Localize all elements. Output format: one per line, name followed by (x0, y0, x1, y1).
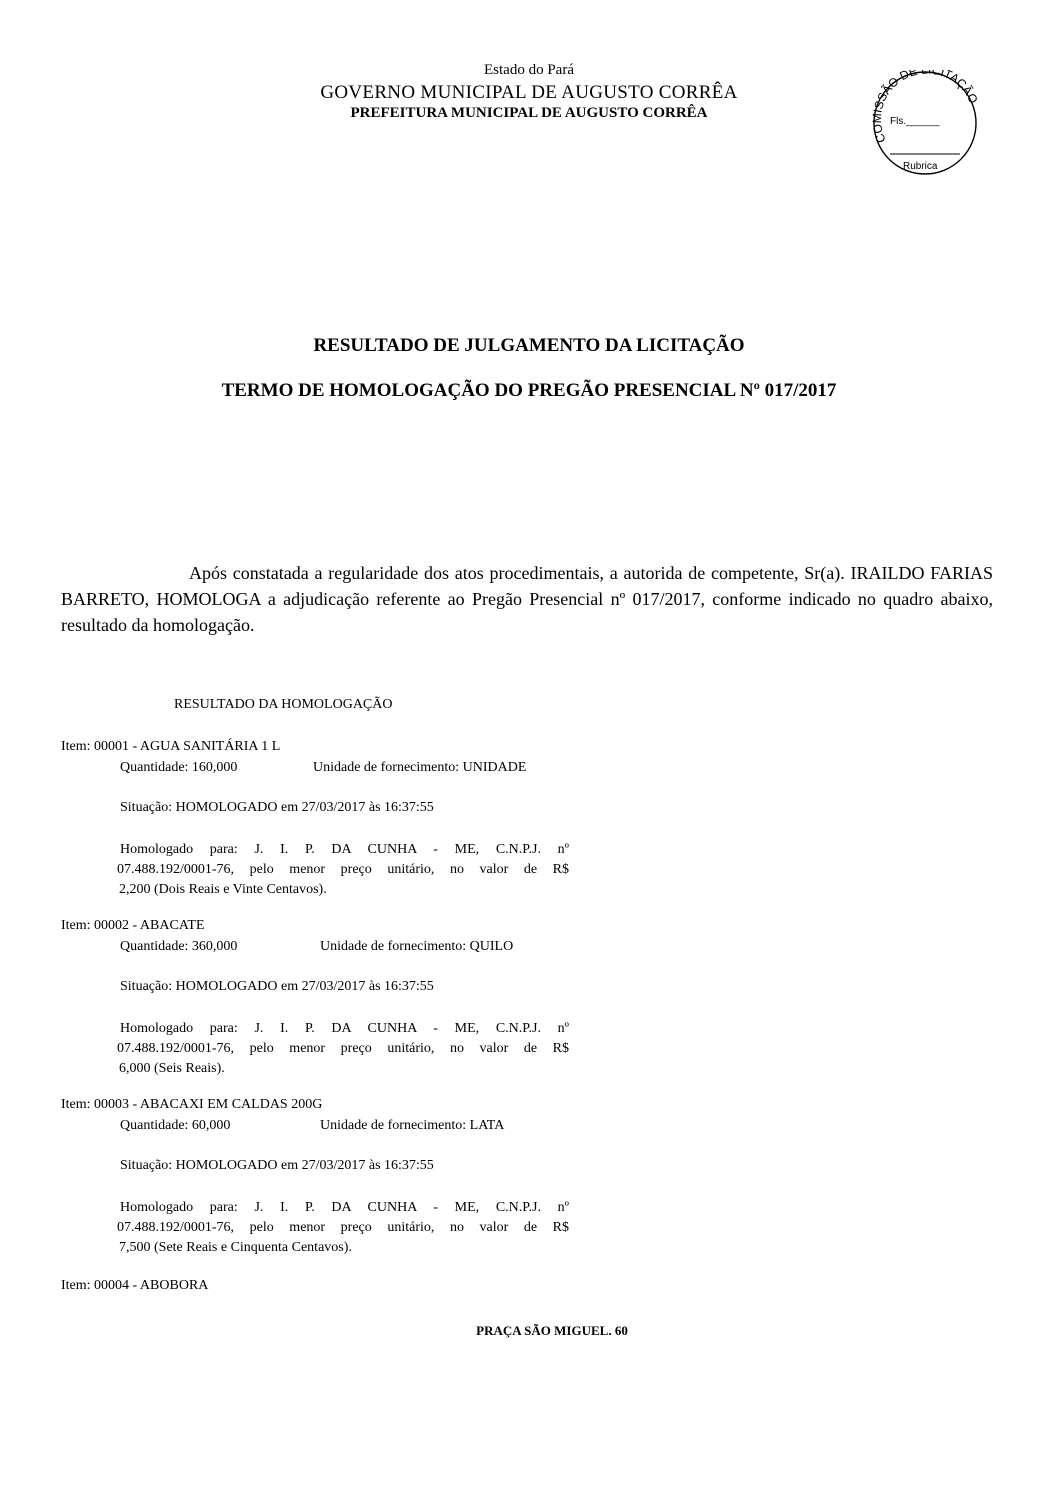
intro-paragraph-text: Após constatada a regularidade dos atos procedimentais, a autorida de competente, Sr(a). IRAILDO FARIAS BARRETO, HOMOLOGA a adjudicação referente ao Pregão Presencial nº 017/2017, conforme indicado no quadro abaixo, resultado da homologação. (61, 563, 993, 635)
intro-paragraph (61, 560, 993, 638)
item-homologation-line3: 6,000 (Seis Reais). (119, 1061, 225, 1076)
stamp-rubrica-label: Rubrica (903, 161, 938, 172)
item-unit: Unidade de fornecimento: QUILO (320, 939, 514, 954)
commission-stamp (866, 70, 984, 176)
header-government: GOVERNO MUNICIPAL DE AUGUSTO CORRÊA (320, 82, 738, 103)
item-homologation-line1: Homologado para: J. I. P. DA CUNHA - ME, C.N.P.J. nº (120, 1200, 569, 1215)
document-subtitle: TERMO DE HOMOLOGAÇÃO DO PREGÃO PRESENCIAL Nº 017/2017 (221, 380, 837, 401)
item-title: Item: 00002 - ABACATE (61, 918, 205, 933)
item-quantity: Quantidade: 360,000 (120, 939, 238, 954)
item-quantity: Quantidade: 60,000 (120, 1118, 231, 1133)
item-title: Item: 00001 - AGUA SANITÁRIA 1 L (61, 739, 281, 754)
item-quantity: Quantidade: 160,000 (120, 760, 238, 775)
stamp-fls-label: Fls.______ (890, 116, 940, 127)
item-unit: Unidade de fornecimento: LATA (320, 1118, 505, 1133)
item-homologation-line1: Homologado para: J. I. P. DA CUNHA - ME, C.N.P.J. nº (120, 842, 569, 857)
item-homologation-line2: 07.488.192/0001-76, pelo menor preço unitário, no valor de R$ (117, 862, 569, 877)
item-status: Situação: HOMOLOGADO em 27/03/2017 às 16:37:55 (120, 800, 434, 815)
item-homologation-line2: 07.488.192/0001-76, pelo menor preço unitário, no valor de R$ (117, 1041, 569, 1056)
item-homologation-line2: 07.488.192/0001-76, pelo menor preço unitário, no valor de R$ (117, 1220, 569, 1235)
document-title: RESULTADO DE JULGAMENTO DA LICITAÇÃO (313, 335, 745, 356)
item-status: Situação: HOMOLOGADO em 27/03/2017 às 16:37:55 (120, 979, 434, 994)
item-homologation (117, 1198, 569, 1258)
item-title: Item: 00003 - ABACAXI EM CALDAS 200G (61, 1097, 323, 1112)
header-prefecture: PREFEITURA MUNICIPAL DE AUGUSTO CORRÊA (350, 105, 708, 121)
item-homologation-line1: Homologado para: J. I. P. DA CUNHA - ME, C.N.P.J. nº (120, 1021, 569, 1036)
item-homologation-line3: 7,500 (Sete Reais e Cinquenta Centavos). (119, 1240, 352, 1255)
header-state: Estado do Pará (484, 62, 574, 78)
results-heading: RESULTADO DA HOMOLOGAÇÃO (174, 697, 393, 712)
item-unit: Unidade de fornecimento: UNIDADE (313, 760, 527, 775)
item-homologation (117, 840, 569, 900)
footer-address: PRAÇA SÃO MIGUEL. 60 (476, 1323, 628, 1338)
stamp-seal-icon (866, 70, 984, 176)
item-title: Item: 00004 - ABOBORA (61, 1278, 209, 1293)
item-status: Situação: HOMOLOGADO em 27/03/2017 às 16:37:55 (120, 1158, 434, 1173)
item-homologation-line3: 2,200 (Dois Reais e Vinte Centavos). (119, 882, 327, 897)
item-homologation (117, 1019, 569, 1079)
stamp-arc-text: COMISSÃO DE CITAÇÃO (869, 70, 981, 145)
